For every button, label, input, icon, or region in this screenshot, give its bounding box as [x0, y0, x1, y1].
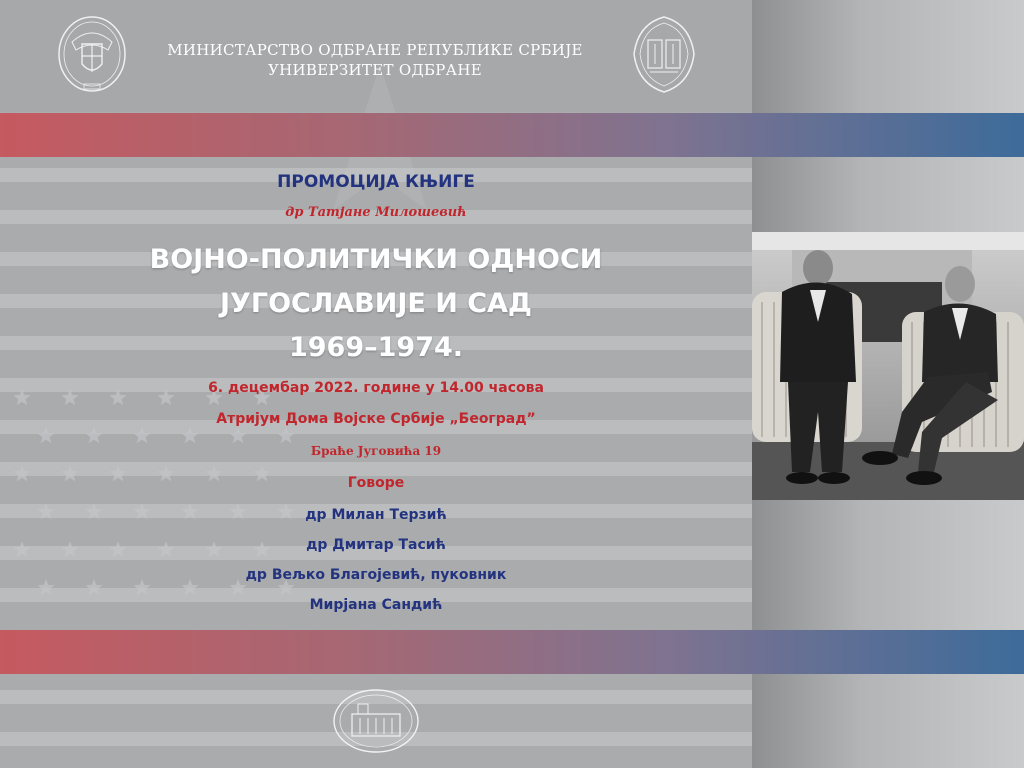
flag-star-icon	[277, 427, 294, 443]
book-title-line: ВОЈНО-ПОЛИТИЧКИ ОДНОСИ	[149, 244, 603, 275]
event-kind: ПРОМОЦИЈА КЊИГЕ	[277, 172, 475, 192]
book-title-line: ЈУГОСЛАВИЈЕ И САД	[220, 288, 532, 319]
university-emblem-icon	[628, 14, 700, 96]
color-band-top	[0, 113, 1024, 157]
color-band-bottom	[0, 630, 1024, 674]
ministry-coat-of-arms-icon	[56, 14, 128, 96]
flag-star-icon	[37, 427, 54, 443]
ministry-name: МИНИСТАРСТВО ОДБРАНЕ РЕПУБЛИКЕ СРБИЈЕ	[167, 41, 583, 59]
speaker-name: Мирјана Сандић	[309, 597, 443, 613]
defense-house-emblem-icon	[332, 688, 420, 754]
event-date-time: 6. децембар 2022. године у 14.00 часова	[208, 380, 544, 396]
event-address: Браће Југовића 19	[310, 444, 442, 458]
speaker-name: др Дмитар Тасић	[306, 537, 446, 553]
flag-star-icon	[133, 427, 150, 443]
flag-star-icon	[85, 427, 102, 443]
university-name: УНИВЕРЗИТЕТ ОДБРАНЕ	[268, 61, 482, 79]
speaker-name: др Вељко Благојевић, пуковник	[245, 567, 507, 583]
speakers-heading: Говоре	[347, 475, 405, 491]
book-title	[0, 238, 752, 370]
speaker-name: др Милан Терзић	[305, 507, 447, 523]
event-venue: Атријум Дома Војске Србије „Београд”	[216, 411, 536, 427]
flag-star-icon	[229, 427, 246, 443]
flag-star-icon	[181, 427, 198, 443]
book-author: др Татјане Милошевић	[285, 205, 467, 220]
historical-photo	[752, 232, 1024, 500]
book-title-years: 1969–1974.	[288, 332, 464, 363]
ministry-header	[150, 40, 600, 80]
